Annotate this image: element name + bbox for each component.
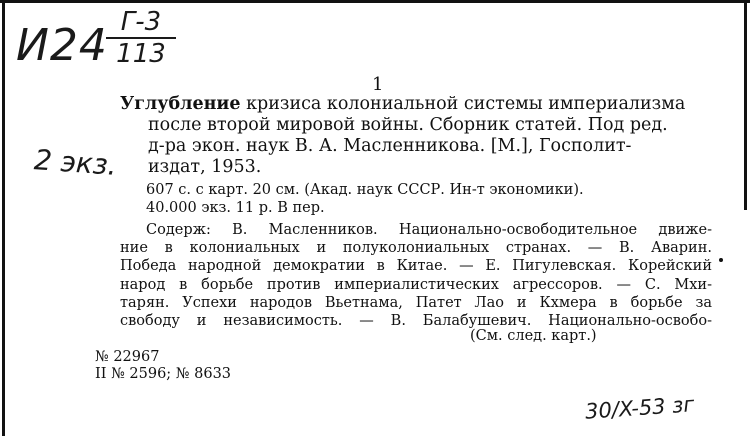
handwritten-date-note: 30/X-53 зг <box>584 392 696 424</box>
title-line-4: издат, 1953. <box>148 157 262 177</box>
card-right-edge <box>744 0 747 210</box>
title-lead-word: Углубление <box>120 94 241 114</box>
bibliographic-entry <box>120 94 715 178</box>
contents-line: Содерж: В. Масленников. Национально-освободительное движе- <box>146 222 712 238</box>
card-top-edge <box>0 0 750 3</box>
contents-line: народ в борьбе против империалистических агрессоров. — С. Мхи- <box>120 276 712 293</box>
registration-numbers <box>95 349 231 383</box>
continuation-note: (См. след. карт.) <box>470 328 597 344</box>
call-number-fraction-top: Г-3 <box>106 8 176 39</box>
card-page-number: 1 <box>372 74 384 95</box>
call-number-fraction-bottom: 113 <box>116 39 166 69</box>
handwritten-copies-note: 2 экз. <box>32 143 118 182</box>
details-line-2: 40.000 экз. 11 р. В пер. <box>146 200 325 216</box>
call-number-main: И24 <box>16 20 108 71</box>
contents-note <box>120 221 712 330</box>
title-line-1-rest: кризиса колониальной системы империализма <box>240 94 686 114</box>
title-line-2: после второй мировой войны. Сборник статей. Под ред. <box>148 115 668 135</box>
title-line-1 <box>120 94 715 115</box>
call-number-fraction <box>106 8 176 68</box>
registration-number-1: № 22967 <box>95 349 160 365</box>
details-line-1: 607 с. с карт. 20 см. (Акад. наук СССР. Ин-т экономики). <box>146 182 584 198</box>
contents-line: свободу и независимость. — В. Балабушевич. Национально-освобо- <box>120 313 712 330</box>
contents-line: Победа народной демократии в Китае. — Е. Пигулевская. Корейский <box>120 258 712 275</box>
contents-line: тарян. Успехи народов Вьетнама, Патет Лао и Кхмера в борьбе за <box>120 294 712 311</box>
registration-number-2: II № 2596; № 8633 <box>95 366 232 382</box>
contents-line: ние в колониальных и полуколониальных странах. — В. Аварин. <box>120 240 712 257</box>
physical-description <box>146 181 584 217</box>
title-line-3: д-ра экон. наук В. А. Масленникова. [М.], Госполит- <box>148 136 632 156</box>
ink-dot <box>719 258 723 262</box>
card-left-edge <box>2 0 5 436</box>
